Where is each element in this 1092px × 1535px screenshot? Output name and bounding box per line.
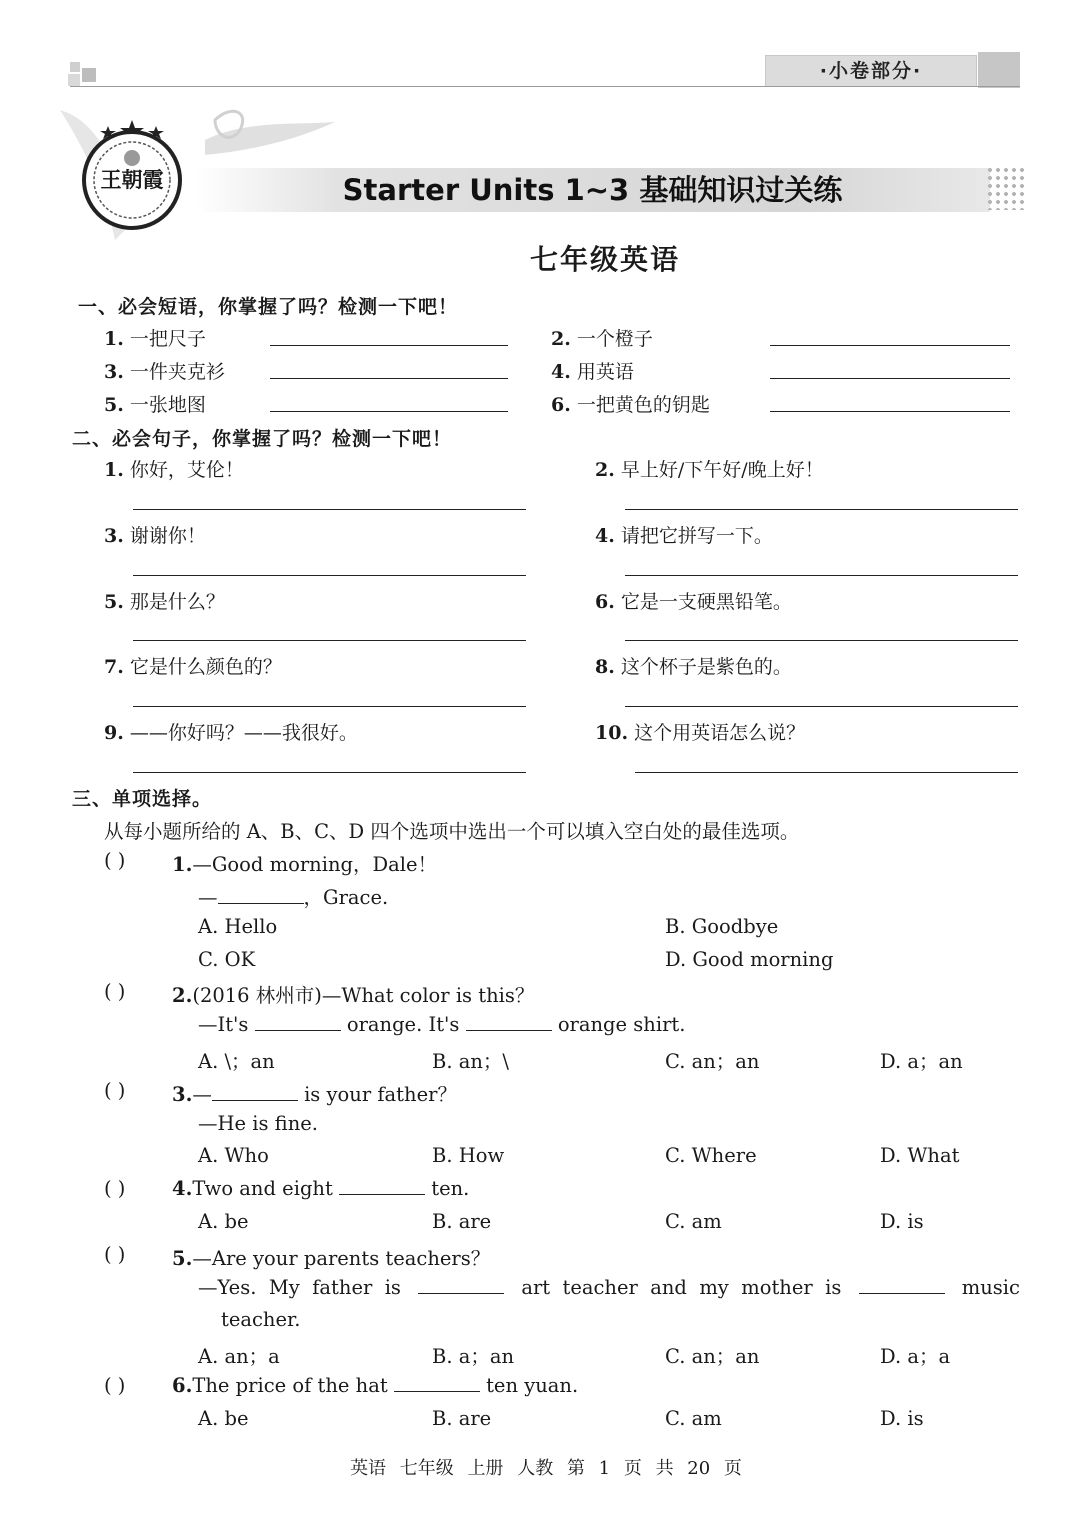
corner-decoration [68, 74, 80, 86]
answer-blank[interactable] [133, 640, 526, 641]
answer-paren[interactable]: ( ) [104, 1243, 126, 1266]
sentence-item: 1. 你好，艾伦！ [104, 459, 244, 481]
part1-heading: 一、必会短语，你掌握了吗？检测一下吧！ [78, 296, 459, 318]
sentence-item: 9. ——你好吗？——我很好。 [104, 722, 358, 744]
question-2-reply: —It's orange. It's orange shirt. [198, 1013, 686, 1036]
answer-blank[interactable] [625, 640, 1018, 641]
option-c[interactable]: C. OK [198, 948, 256, 971]
question-1-reply: — ，Grace. [198, 886, 389, 909]
part3-instruction: 从每小题所给的 A、B、C、D 四个选项中选出一个可以填入空白处的最佳选项。 [104, 820, 800, 843]
section-tag: ·小卷部分· [765, 55, 977, 87]
answer-paren[interactable]: ( ) [104, 1177, 126, 1200]
question-6: 6.The price of the hat ten yuan. [172, 1374, 579, 1397]
question-3-reply: —He is fine. [198, 1112, 318, 1135]
option-a[interactable]: A. be [198, 1407, 249, 1430]
sentence-item: 3. 谢谢你！ [104, 525, 206, 547]
answer-blank[interactable] [625, 575, 1018, 576]
option-d[interactable]: D. a；an [880, 1050, 963, 1073]
option-c[interactable]: C. am [665, 1210, 722, 1233]
option-d[interactable]: D. Good morning [665, 948, 834, 971]
answer-blank[interactable] [770, 345, 1010, 346]
answer-paren[interactable]: ( ) [104, 1374, 126, 1397]
sentence-item: 2. 早上好/下午好/晚上好！ [595, 459, 824, 481]
answer-blank[interactable] [625, 706, 1018, 707]
option-a[interactable]: A. Hello [198, 915, 278, 938]
answer-blank[interactable] [270, 411, 508, 412]
fill-blank[interactable] [394, 1374, 480, 1392]
answer-blank[interactable] [270, 345, 508, 346]
option-b[interactable]: B. How [432, 1144, 505, 1167]
option-d[interactable]: D. a；a [880, 1345, 951, 1368]
question-2: 2.(2016 林州市)—What color is this？ [172, 984, 535, 1007]
option-a[interactable]: A. be [198, 1210, 249, 1233]
phrase-item: 4. 用英语 [551, 361, 634, 383]
fill-blank[interactable] [255, 1013, 341, 1031]
option-d[interactable]: D. What [880, 1144, 960, 1167]
answer-blank[interactable] [635, 772, 1018, 773]
option-b[interactable]: B. are [432, 1210, 492, 1233]
answer-blank[interactable] [133, 575, 526, 576]
option-a[interactable]: A. an；a [198, 1345, 280, 1368]
question-5-reply-cont: teacher. [221, 1308, 301, 1331]
phrase-item: 2. 一个橙子 [551, 328, 653, 350]
phrase-item: 5. 一张地图 [104, 394, 206, 416]
answer-blank[interactable] [625, 509, 1018, 510]
option-b[interactable]: B. Goodbye [665, 915, 779, 938]
corner-decoration [70, 62, 80, 72]
sentence-item: 10. 这个用英语怎么说？ [595, 722, 806, 744]
question-5: 5.—Are your parents teachers？ [172, 1247, 491, 1270]
fill-blank[interactable] [859, 1276, 945, 1294]
option-d[interactable]: D. is [880, 1210, 924, 1233]
question-3: 3.— is your father？ [172, 1083, 457, 1106]
answer-blank[interactable] [133, 772, 526, 773]
answer-blank[interactable] [133, 706, 526, 707]
fill-blank[interactable] [212, 1083, 298, 1101]
option-c[interactable]: C. Where [665, 1144, 757, 1167]
fill-blank[interactable] [218, 886, 304, 904]
option-d[interactable]: D. is [880, 1407, 924, 1430]
section-tag-block [978, 52, 1020, 88]
part2-heading: 二、必会句子，你掌握了吗？检测一下吧！ [72, 428, 453, 450]
sentence-item: 7. 它是什么颜色的？ [104, 656, 282, 678]
corner-decoration [82, 68, 96, 82]
phrase-item: 6. 一把黄色的钥匙 [551, 394, 710, 416]
answer-blank[interactable] [770, 411, 1010, 412]
answer-blank[interactable] [770, 378, 1010, 379]
page-footer: 英语 七年级 上册 人教 第 1 页 共 20 页 [350, 1458, 742, 1479]
question-4: 4.Two and eight ten. [172, 1177, 470, 1200]
option-b[interactable]: B. a；an [432, 1345, 515, 1368]
answer-blank[interactable] [270, 378, 508, 379]
answer-paren[interactable]: ( ) [104, 980, 126, 1003]
sentence-item: 8. 这个杯子是紫色的。 [595, 656, 792, 678]
option-a[interactable]: A. \；an [198, 1050, 275, 1073]
sentence-item: 5. 那是什么？ [104, 591, 225, 613]
question-5-reply: —Yes. My father is art teacher and my mother is music [198, 1276, 1020, 1299]
fill-blank[interactable] [339, 1177, 425, 1195]
page-title: Starter Units 1~3 基础知识过关练 [342, 173, 843, 207]
header-rule [70, 86, 1020, 87]
logo-name: 王朝霞 [100, 167, 164, 192]
dot-pattern [986, 166, 1026, 210]
phrase-item: 1. 一把尺子 [104, 328, 206, 350]
option-c[interactable]: C. an；an [665, 1050, 760, 1073]
option-c[interactable]: C. am [665, 1407, 722, 1430]
option-a[interactable]: A. Who [198, 1144, 269, 1167]
option-b[interactable]: B. an；\ [432, 1050, 509, 1073]
sentence-item: 4. 请把它拼写一下。 [595, 525, 773, 547]
subject-title: 七年级英语 [529, 243, 680, 276]
fill-blank[interactable] [466, 1013, 552, 1031]
option-b[interactable]: B. are [432, 1407, 492, 1430]
answer-paren[interactable]: ( ) [104, 1079, 126, 1102]
part3-heading: 三、单项选择。 [72, 788, 213, 810]
phrase-item: 3. 一件夹克衫 [104, 361, 225, 383]
sentence-item: 6. 它是一支硬黑铅笔。 [595, 591, 792, 613]
question-1: 1.—Good morning，Dale！ [172, 853, 438, 876]
option-c[interactable]: C. an；an [665, 1345, 760, 1368]
answer-blank[interactable] [133, 509, 526, 510]
fill-blank[interactable] [418, 1276, 504, 1294]
answer-paren[interactable]: ( ) [104, 849, 126, 872]
